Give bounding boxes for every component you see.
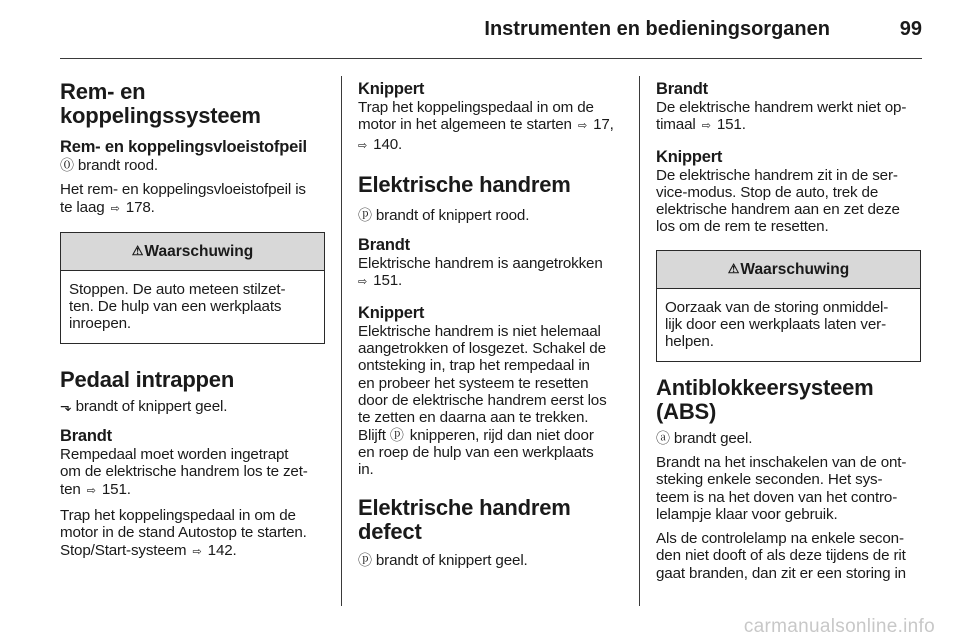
paragraph: De elektrische handrem werkt niet op- timaal ⇨ 151. [656, 99, 921, 136]
indicator-line: ⓐ brandt geel. [656, 429, 753, 447]
warning-title: ⚠Waarschuwing [61, 233, 324, 271]
paragraph: Trap het koppelingspedaal in om de motor in de stand Autostop te starten. Stop/Start-systeem ⇨ 142. [60, 507, 325, 561]
page-header [0, 18, 922, 42]
subsection-heading: Knippert [656, 147, 723, 166]
parking-brake-icon: ⓟ [358, 206, 372, 223]
warning-text: Stoppen. De auto meteen stilzet- ten. De hulp van een werkplaats inroepen. [69, 280, 286, 333]
abs-icon: ⓐ [656, 429, 670, 446]
footer-watermark: carmanualsonline.info [743, 616, 935, 637]
paragraph: Elektrische handrem is aangetrokken ⇨ 151. [358, 255, 623, 292]
page-number: 99 [899, 18, 922, 40]
page-ref-arrow-icon: ⇨ [577, 120, 588, 133]
paragraph: Als de controlelamp na enkele secon- den niet dooft of als deze tijdens de rit gaat branden, dan zit er een storing in [656, 530, 906, 582]
column-1 [60, 80, 325, 561]
column-2 [358, 80, 623, 570]
indicator-line: ⓟ brandt of knippert geel. [358, 552, 528, 570]
pedal-icon: ⬎ [60, 397, 72, 414]
subsection-heading: Knippert [358, 303, 425, 322]
section-heading: Rem- en koppelingssysteem [60, 79, 261, 128]
indicator-line: ⓪ brandt rood. [60, 157, 158, 174]
paragraph: Brandt na het inschakelen van de ont- steking enkele seconden. Het sys- teem is na het doven van het contro- lelampje klaar voor gebruik. [656, 453, 907, 523]
warning-title: ⚠Waarschuwing [657, 251, 920, 289]
warning-triangle-icon: ⚠ [727, 260, 740, 276]
subsection-heading: Rem- en koppelingsvloeistofpeil [60, 138, 307, 156]
indicator-line: ⬎ brandt of knippert geel. [60, 397, 228, 415]
parking-brake-icon: ⓟ [389, 426, 404, 443]
parking-brake-fault-icon: ⓟ [358, 552, 372, 569]
section-heading: Antiblokkeersysteem (ABS) [656, 374, 874, 424]
column-divider [341, 76, 342, 606]
page-ref-arrow-icon: ⇨ [86, 484, 96, 497]
page-ref-arrow-icon: ⇨ [358, 139, 368, 152]
warning-box [60, 232, 325, 344]
paragraph: Trap het koppelingspedaal in om de motor in het algemeen te starten ⇨ 17, ⇨ 140. [358, 99, 623, 155]
warning-triangle-icon: ⚠ [131, 242, 144, 258]
header-title: Instrumenten en bedieningsorganen [484, 18, 830, 40]
page-ref-arrow-icon: ⇨ [701, 120, 711, 133]
column-3 [656, 80, 921, 582]
page-ref-arrow-icon: ⇨ [192, 545, 202, 558]
column-divider [639, 76, 640, 606]
subsection-heading: Brandt [358, 236, 410, 255]
page-ref-arrow-icon: ⇨ [110, 202, 120, 215]
paragraph: Het rem- en koppelingsvloeistofpeil is te laag ⇨ 178. [60, 181, 325, 218]
section-heading: Elektrische handrem [358, 171, 571, 197]
brake-fluid-icon: ⓪ [60, 157, 74, 173]
section-heading: Pedaal intrappen [60, 366, 235, 392]
header-rule [60, 58, 922, 59]
section-heading: Elektrische handrem defect [358, 495, 571, 545]
page-ref-arrow-icon: ⇨ [358, 276, 368, 289]
subsection-heading: Brandt [656, 80, 708, 98]
paragraph: De elektrische handrem zit in de ser- vice-modus. Stop de auto, trek de elektrische handrem aan en zet deze los om de rem te resetten. [656, 166, 900, 236]
warning-text: Oorzaak van de storing onmiddel- lijk door een werkplaats laten ver- helpen. [665, 298, 889, 351]
subsection-heading: Knippert [358, 80, 425, 98]
warning-box [656, 250, 921, 362]
paragraph: Elektrische handrem is niet helemaal aangetrokken of losgezet. Schakel de ontsteking in, trap het rempedaal in en probeer het systeem te resetten door de elektrische handrem eerst los te zetten en daarna aan te trekken. Blijft ⓟ knipperen, rijd dan niet door en roep de hulp van een werkplaats in. [358, 322, 607, 479]
paragraph: Rempedaal moet worden ingetrapt om de elektrische handrem los te zet- ten ⇨ 151. [60, 446, 325, 500]
indicator-line: ⓟ brandt of knippert rood. [358, 206, 530, 224]
subsection-heading: Brandt [60, 427, 112, 446]
